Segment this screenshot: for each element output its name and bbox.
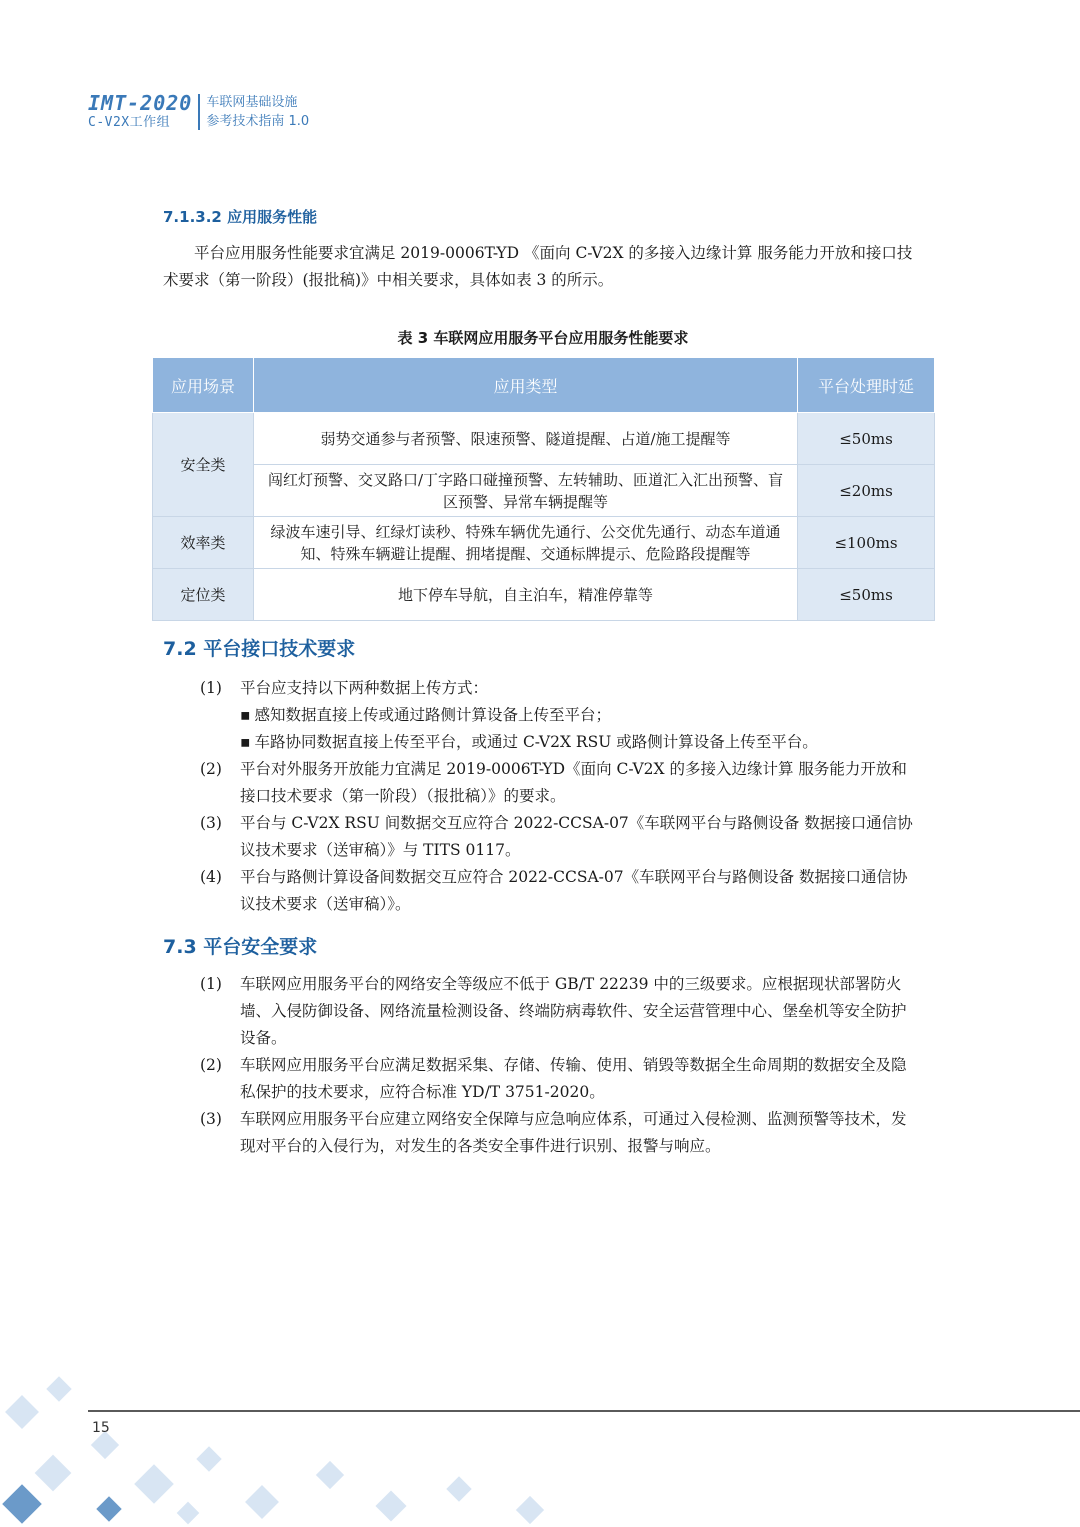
- table-header-row: [153, 358, 935, 413]
- table-row: [153, 569, 935, 621]
- list-item: [200, 675, 918, 702]
- table-caption: 表 3 车联网应用服务平台应用服务性能要求: [397, 329, 689, 347]
- list-item: [200, 971, 918, 1052]
- header-type: 应用类型: [254, 358, 798, 413]
- document-header: [88, 92, 309, 132]
- imt2020-logo: [88, 92, 192, 132]
- title-line-1: 车联网基础设施: [206, 95, 298, 110]
- logo-divider: [198, 94, 200, 130]
- item-text: 车联网应用服务平台应建立网络安全保障与应急响应体系，可通过入侵检测、监测预警等技术，发现对平台的入侵行为，对发生的各类安全事件进行识别、报警与响应。: [240, 1110, 907, 1155]
- logo-sub-text: C-V2X工作组: [88, 115, 171, 130]
- cell-type: 弱势交通参与者预警、限速预警、隧道提醒、占道/施工提醒等: [254, 413, 798, 465]
- footer-rule: [88, 1410, 1080, 1412]
- table-row: [153, 413, 935, 465]
- cell-scene: 安全类: [153, 413, 254, 517]
- item-number: (3): [200, 1110, 222, 1128]
- item-text: 平台对外服务开放能力宜满足 2019-0006T-YD《面向 C-V2X 的多接入边缘计算 服务能力开放和接口技术要求（第一阶段）（报批稿）》的要求。: [240, 760, 907, 805]
- list-item: [200, 756, 918, 810]
- table-row: [153, 517, 935, 569]
- list-item: [200, 864, 918, 918]
- list-item: [200, 1106, 918, 1160]
- header-latency: 平台处理时延: [798, 358, 935, 413]
- item-number: (4): [200, 868, 222, 886]
- security-requirements-list: [200, 971, 918, 1160]
- title-line-2: 参考技术指南 1.0: [206, 114, 310, 129]
- decorative-diamond-pattern: [0, 1340, 600, 1527]
- item-number: (2): [200, 760, 222, 778]
- section-paragraph: 平台应用服务性能要求宜满足 2019-0006T-YD 《面向 C-V2X 的多接入边缘计算 服务能力开放和接口技术要求（第一阶段）(报批稿)》中相关要求，具体如表 3 的所示。: [163, 244, 913, 289]
- list-item: [200, 1052, 918, 1106]
- cell-type: 地下停车导航，自主泊车，精准停靠等: [254, 569, 798, 621]
- cell-latency: ≤100ms: [798, 517, 935, 569]
- section-heading-7-3: 7.3 平台安全要求: [163, 936, 318, 958]
- cell-type: 闯红灯预警、交叉路口/丁字路口碰撞预警、左转辅助、匝道汇入汇出预警、盲区预警、异常车辆提醒等: [254, 465, 798, 517]
- list-item: [200, 810, 918, 864]
- interface-requirements-list: [200, 675, 918, 918]
- logo-main-text: IMT-2020: [88, 91, 193, 115]
- cell-latency: ≤50ms: [798, 413, 935, 465]
- bullet-item: ▪ 感知数据直接上传或通过路侧计算设备上传至平台；: [200, 702, 918, 729]
- cell-scene: 效率类: [153, 517, 254, 569]
- performance-table: [152, 357, 935, 621]
- item-text: 平台与路侧计算设备间数据交互应符合 2022-CCSA-07《车联网平台与路侧设备 数据接口通信协议技术要求（送审稿）》。: [240, 868, 908, 913]
- item-text: 车联网应用服务平台的网络安全等级应不低于 GB/T 22239 中的三级要求。应根据现状部署防火墙、入侵防御设备、网络流量检测设备、终端防病毒软件、安全运营管理中心、堡垒机等安全防护设备。: [240, 975, 907, 1047]
- cell-latency: ≤50ms: [798, 569, 935, 621]
- section-heading-7-1-3-2: 7.1.3.2 应用服务性能: [163, 208, 318, 226]
- cell-type: 绿波车速引导、红绿灯读秒、特殊车辆优先通行、公交优先通行、动态车道通知、特殊车辆避让提醒、拥堵提醒、交通标牌提示、危险路段提醒等: [254, 517, 798, 569]
- item-number: (1): [200, 679, 222, 697]
- document-title: [206, 93, 309, 131]
- bullet-item: ▪ 车路协同数据直接上传至平台，或通过 C-V2X RSU 或路侧计算设备上传至平台。: [200, 729, 918, 756]
- item-number: (1): [200, 975, 222, 993]
- item-number: (2): [200, 1056, 222, 1074]
- item-text: 平台应支持以下两种数据上传方式：: [240, 679, 489, 697]
- table-row: [153, 465, 935, 517]
- header-scene: 应用场景: [153, 358, 254, 413]
- item-text: 平台与 C-V2X RSU 间数据交互应符合 2022-CCSA-07《车联网平台与路侧设备 数据接口通信协议技术要求（送审稿）》与 TITS 0117。: [240, 814, 913, 859]
- item-number: (3): [200, 814, 222, 832]
- item-text: 车联网应用服务平台应满足数据采集、存储、传输、使用、销毁等数据全生命周期的数据安全及隐私保护的技术要求，应符合标准 YD/T 3751-2020。: [240, 1056, 907, 1101]
- page-number: 15: [92, 1420, 110, 1436]
- section-heading-7-2: 7.2 平台接口技术要求: [163, 638, 356, 660]
- cell-latency: ≤20ms: [798, 465, 935, 517]
- cell-scene: 定位类: [153, 569, 254, 621]
